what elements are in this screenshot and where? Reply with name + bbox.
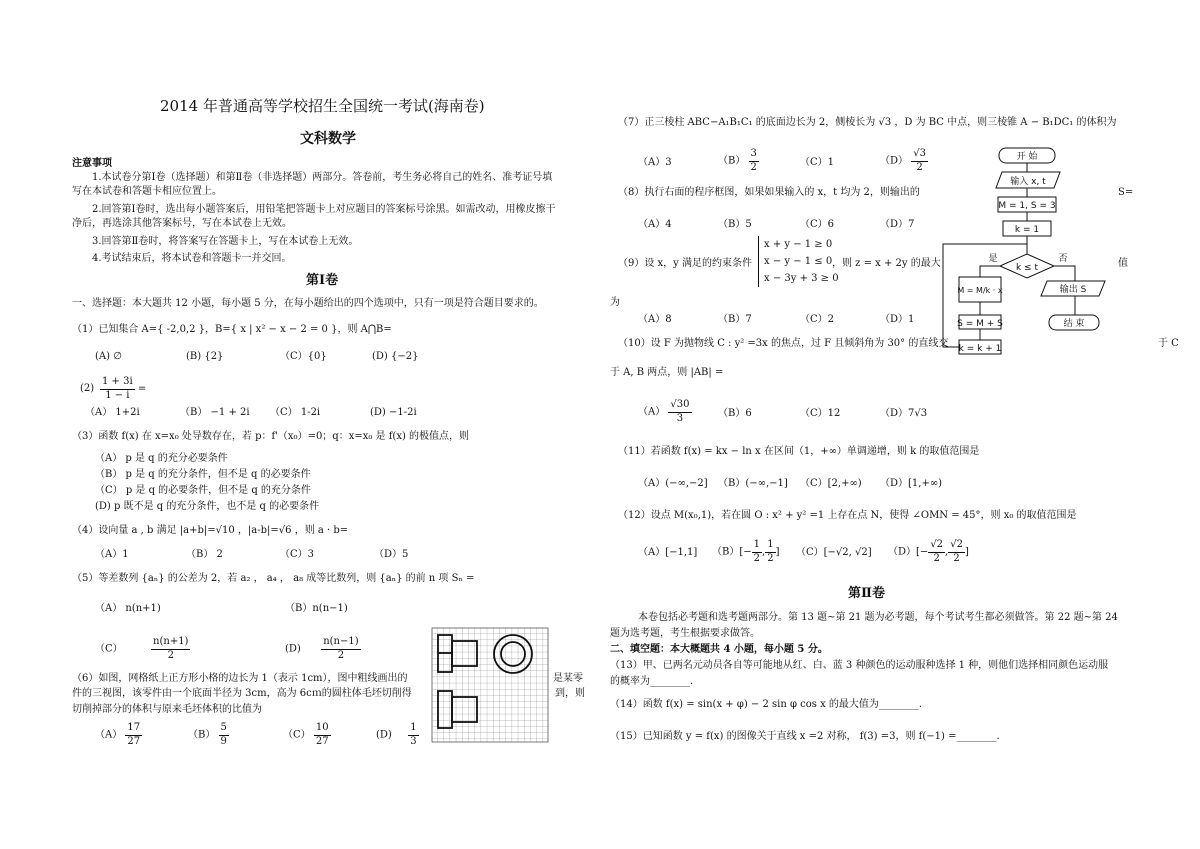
q7-option-d-label: （D）: [880, 155, 909, 167]
q6-option-c-num: 10: [314, 722, 331, 736]
q8-option-c[interactable]: （C）6: [800, 219, 835, 230]
q1-option-c[interactable]: （C）{0}: [280, 351, 327, 362]
q15-stem: （15）已知函数 y = f(x) 的图像关于直线 x =2 对称， f(3) =3，则 f(−1) =________.: [610, 731, 1000, 742]
q9-mid: ，则 z = x + 2y 的最大: [832, 258, 941, 269]
q2-denominator: 1 − i: [105, 389, 130, 401]
q9-constraints: [758, 236, 839, 287]
flow-k-inc-text: k = k + 1: [958, 344, 1002, 354]
q2-option-b[interactable]: （B） −1 + 2i: [180, 407, 250, 418]
q6-option-a[interactable]: [95, 722, 142, 748]
q6-option-b-label: （B）: [188, 729, 216, 741]
q12-option-b-den: 2: [753, 552, 761, 564]
q6-option-c[interactable]: [283, 722, 331, 748]
q12-option-b-minus: −: [743, 546, 752, 558]
q6-option-d-den: 3: [410, 735, 417, 747]
q12-option-b[interactable]: （B）[− $\frac{1}{2}$ , $\frac{1}{2}$ ]: [712, 539, 780, 564]
flow-k1-text: k = 1: [1014, 225, 1040, 235]
q6-line-3: 切削掉部分的体积与原来毛坯体积的比值为: [72, 704, 262, 715]
notes-heading: 注意事项: [72, 158, 112, 169]
note-line-1: 1.本试卷分第Ⅰ卷（选择题）和第Ⅱ卷（非选择题）两部分。答卷前，考生务必将自己的姓名、准考证号填: [92, 172, 553, 183]
q7-option-c[interactable]: （C）1: [800, 157, 835, 168]
q7-option-d-num: √3: [911, 148, 928, 162]
q8-option-a[interactable]: （A）4: [638, 219, 672, 230]
note-line-4: 净后，再选涂其他答案标号，写在本试卷上无效。: [72, 218, 292, 229]
flow-no-text: 否: [1058, 254, 1068, 264]
note-line-3: 2.回答第Ⅰ卷时，选出每小题答案后，用铅笔把答题卡上对应题目的答案标号涂黑。如需改动，用橡皮擦干: [92, 204, 556, 215]
q11-option-b[interactable]: （B）(−∞,−1]: [718, 478, 788, 489]
q11-option-a[interactable]: （A）(−∞,−2]: [638, 478, 708, 489]
q10-option-a-num: √30: [668, 399, 691, 413]
q9-option-a[interactable]: （A）8: [638, 314, 672, 325]
q2-option-a[interactable]: （A） 1+2i: [85, 407, 140, 418]
q10-option-c[interactable]: （C）12: [800, 408, 841, 419]
q14-stem: （14）函数 f(x) = sin(x + φ) − 2 sin φ cos x 的最大值为________.: [610, 699, 923, 710]
q5-option-d-num: n(n−1): [321, 636, 360, 650]
part2-heading: 第Ⅱ卷: [848, 586, 885, 601]
q5-stem: （5）等差数列 {aₙ} 的公差为 2，若 a₂ ， a₄ ， a₈ 成等比数列，则 {aₙ} 的前 n 项 Sₙ =: [72, 573, 475, 584]
q9-constraint-1: x + y − 1 ≥ 0: [764, 239, 833, 250]
q5-option-d[interactable]: [285, 636, 361, 662]
q3-option-b[interactable]: （B） p 是 q 的充分条件，但不是 q 的必要条件: [95, 469, 311, 480]
q2-fraction: [100, 376, 146, 402]
q6-line-1: （6）如图，网格纸上正方形小格的边长为 1（表示 1cm），图中粗线画出的: [72, 673, 408, 684]
q2-option-c[interactable]: （C） 1-2i: [270, 407, 321, 418]
q6-tail-2: 到，则: [555, 688, 585, 699]
flow-m-update-text: M = M/k · x: [957, 286, 1003, 295]
q1-stem: （1）已知集合 A={ -2,0,2 }，B={ x | x² − x − 2 = 0 }，则 A⋂B=: [72, 324, 392, 335]
q7-option-a[interactable]: （A）3: [638, 157, 672, 168]
q9-option-d[interactable]: （D）1: [880, 314, 915, 325]
q12-option-d-den: 2: [933, 552, 940, 564]
q8-stem: （8）执行右面的程序框图，如果如果输入的 x，t 均为 2，则输出的: [618, 187, 920, 198]
flow-start-text: 开 始: [1016, 152, 1038, 162]
q8-option-b[interactable]: （B）5: [718, 219, 752, 230]
q6-tail-1: 是某零: [553, 673, 583, 684]
q2-label: (2): [80, 383, 95, 394]
q6-option-c-label: （C）: [283, 729, 311, 741]
q13-line-2: 的概率为________.: [610, 676, 694, 687]
q12-option-a[interactable]: （A）[−1,1]: [638, 547, 698, 558]
right-column: [600, 0, 1200, 849]
q6-option-c-den: 27: [315, 735, 329, 747]
q4-option-b[interactable]: （B） 2: [186, 549, 223, 560]
q9-option-b[interactable]: （B）7: [718, 314, 752, 325]
q1-option-a[interactable]: (A) ∅: [95, 351, 122, 362]
part2-intro-2: 题为选考题，考生根据要求做答。: [610, 628, 760, 639]
q5-option-c-num: n(n+1): [151, 636, 190, 650]
q6-option-b-den: 9: [220, 735, 227, 747]
flow-s-update-text: S = M + S: [957, 319, 1003, 329]
q12-option-b-num2: 1: [765, 539, 775, 553]
q6-option-a-den: 27: [127, 735, 141, 747]
q9-tail: 值: [1118, 258, 1128, 269]
three-view-figure: [431, 627, 549, 743]
q10-option-a[interactable]: [638, 399, 692, 425]
q3-option-d[interactable]: (D) p 既不是 q 的充分条件，也不是 q 的必要条件: [95, 501, 320, 512]
q5-option-c-den: 2: [167, 649, 174, 661]
q6-option-a-label: （A）: [95, 729, 123, 741]
q3-option-a[interactable]: （A） p 是 q 的充分必要条件: [95, 453, 228, 464]
exam-title: 2014 年普通高等学校招生全国统一考试(海南卷): [160, 97, 485, 115]
q12-option-b-label: （B）: [712, 546, 740, 558]
q6-option-a-num: 17: [125, 722, 142, 736]
q5-option-c[interactable]: [95, 636, 190, 662]
q9-stem: （9）设 x，y 满足的约束条件: [618, 258, 753, 269]
note-line-2: 写在本试卷和答题卡相应位置上。: [72, 186, 222, 197]
flow-end-text: 结 束: [1063, 319, 1085, 329]
q5-option-d-den: 2: [337, 649, 345, 661]
q10-option-b[interactable]: （B）6: [718, 408, 752, 419]
q6-option-d-label: (D): [376, 729, 392, 741]
q5-option-c-label: （C）: [95, 643, 123, 655]
q9-option-c[interactable]: （C）2: [800, 314, 835, 325]
q12-option-c[interactable]: （C）[−√2, √2]: [796, 547, 872, 558]
q4-stem: （4）设向量 a , b 满足 |a+b|=√10 ，|a-b|=√6 ，则 a · b=: [72, 525, 349, 536]
q6-option-b[interactable]: [188, 722, 229, 748]
q12-option-b-num: 1: [752, 539, 762, 553]
q10-option-a-den: 3: [676, 412, 684, 424]
q10-option-d[interactable]: （D）7√3: [880, 408, 928, 419]
q8-option-d[interactable]: （D）7: [880, 219, 915, 230]
q11-option-d[interactable]: （D）[1,+∞): [880, 478, 943, 489]
q12-option-b-den2: 2: [767, 552, 774, 564]
q9-wei: 为: [610, 297, 620, 308]
q11-stem: （11）若函数 f(x) = kx − ln x 在区间（1，+∞）单调递增，则 k 的取值范围是: [618, 446, 980, 457]
exam-subtitle: 文科数学: [300, 131, 356, 147]
q10-stem: （10）设 F 为抛物线 C : y² =3x 的焦点，过 F 且倾斜角为 30° 的直线交: [618, 338, 949, 349]
q7-option-b-num: 3: [749, 148, 759, 162]
flow-cond-text: k ≤ t: [1015, 263, 1039, 273]
q7-option-d[interactable]: [880, 148, 928, 174]
q7-stem: （7）正三棱柱 ABC−A₁B₁C₁ 的底面边长为 2，侧棱长为 √3 ，D 为 BC 中点，则三棱锥 A − B₁DC₁ 的体积为: [618, 117, 1117, 128]
flow-input-text: 输入 x, t: [1010, 177, 1046, 187]
q6-line-2: 件的三视图，该零件由一个底面半径为 3cm，高为 6cｍ的圆柱体毛坯切削得: [72, 688, 412, 699]
q6-option-d-num: 1: [408, 722, 418, 736]
q12-option-d-num: √2: [928, 539, 945, 553]
q6-option-b-num: 5: [219, 722, 229, 736]
q6-option-d[interactable]: [376, 722, 419, 748]
q3-option-c[interactable]: （C） p 是 q 的必要条件，但不是 q 的充分条件: [95, 485, 311, 496]
q4-option-a[interactable]: （A）1: [95, 549, 129, 560]
q12-stem: （12）设点 M(x₀,1)，若在圆 O : x² + y² =1 上存在点 N，使得 ∠OMN = 45°，则 x₀ 的取值范围是: [618, 510, 1077, 521]
q4-option-c[interactable]: （C）3: [280, 549, 315, 560]
q7-option-b-den: 2: [750, 161, 757, 173]
q12-option-d-num2: √2: [948, 539, 965, 553]
part1-heading: 第Ⅰ卷: [306, 273, 339, 288]
q1-option-d[interactable]: (D) {−2}: [372, 351, 419, 362]
flow-output-text: 输出 S: [1059, 285, 1087, 295]
flow-init-text: M = 1, S = 3: [998, 201, 1056, 211]
part2-intro-1: 本卷包括必考题和选考题两部分。第 13 题~第 21 题为必考题，每个考试考生都必须做答。第 22 题~第 24: [638, 612, 1118, 623]
q12-option-d-label: （D）: [888, 546, 917, 558]
program-flowchart: [935, 145, 1135, 360]
part1-instruction: 一、选择题：本大题共 12 小题，每小题 5 分，在每小题给出的四个选项中，只有一项是符合题目要求的。: [72, 298, 544, 309]
q8-tail: S=: [1118, 187, 1134, 198]
q5-option-d-label: (D): [285, 643, 301, 655]
q9-constraint-3: x − 3y + 3 ≥ 0: [764, 273, 839, 284]
q9-constraint-2: x − y − 1 ≤ 0: [764, 256, 833, 267]
q10-tail: 于 C: [1158, 338, 1179, 349]
q5-option-a[interactable]: （A） n(n+1): [95, 603, 161, 614]
q10-option-a-label: （A）: [638, 406, 666, 418]
note-line-5: 3.回答第Ⅱ卷时，将答案写在答题卡上，写在本试卷上无效。: [92, 236, 359, 247]
q1-option-b[interactable]: (B) {2}: [186, 351, 224, 362]
q11-option-c[interactable]: （C）[2,+∞): [800, 478, 862, 489]
note-line-6: 4.考试结束后，将本试卷和答题卡一并交回。: [92, 253, 292, 264]
q12-option-d-den2: 2: [953, 552, 960, 564]
q7-option-b-label: （B）: [718, 155, 746, 167]
part2-instruction: 二、填空题：本大概题共 4 小题，每小题 5 分。: [610, 644, 828, 655]
flow-yes-text: 是: [988, 254, 998, 264]
q3-stem: （3）函数 f(x) 在 x=x₀ 处导数存在，若 p：f'（x₀）=0；q：x=x₀ 是 f(x) 的极值点，则: [72, 431, 470, 442]
q5-option-b[interactable]: （B）n(n−1): [285, 603, 348, 614]
q7-option-b[interactable]: [718, 148, 759, 174]
q2-numerator: 1 + 3i: [100, 376, 135, 390]
q13-line-1: （13）甲、已两名元动员各自等可能地从红、白、蓝 3 种颜色的运动服种选择 1 种，则他们选择相同颜色运动服: [610, 660, 1109, 671]
q2-option-d[interactable]: (D) −1-2i: [370, 407, 417, 418]
q12-option-d[interactable]: （D）[− $\frac{√2}{2}$ , $\frac{√2}{2}$ ]: [888, 539, 969, 564]
q7-option-d-den: 2: [916, 161, 923, 173]
q10-line-2: 于 A, B 两点，则 |AB| =: [610, 367, 724, 378]
q4-option-d[interactable]: （D）5: [374, 549, 409, 560]
q2-equals: =: [137, 383, 147, 395]
